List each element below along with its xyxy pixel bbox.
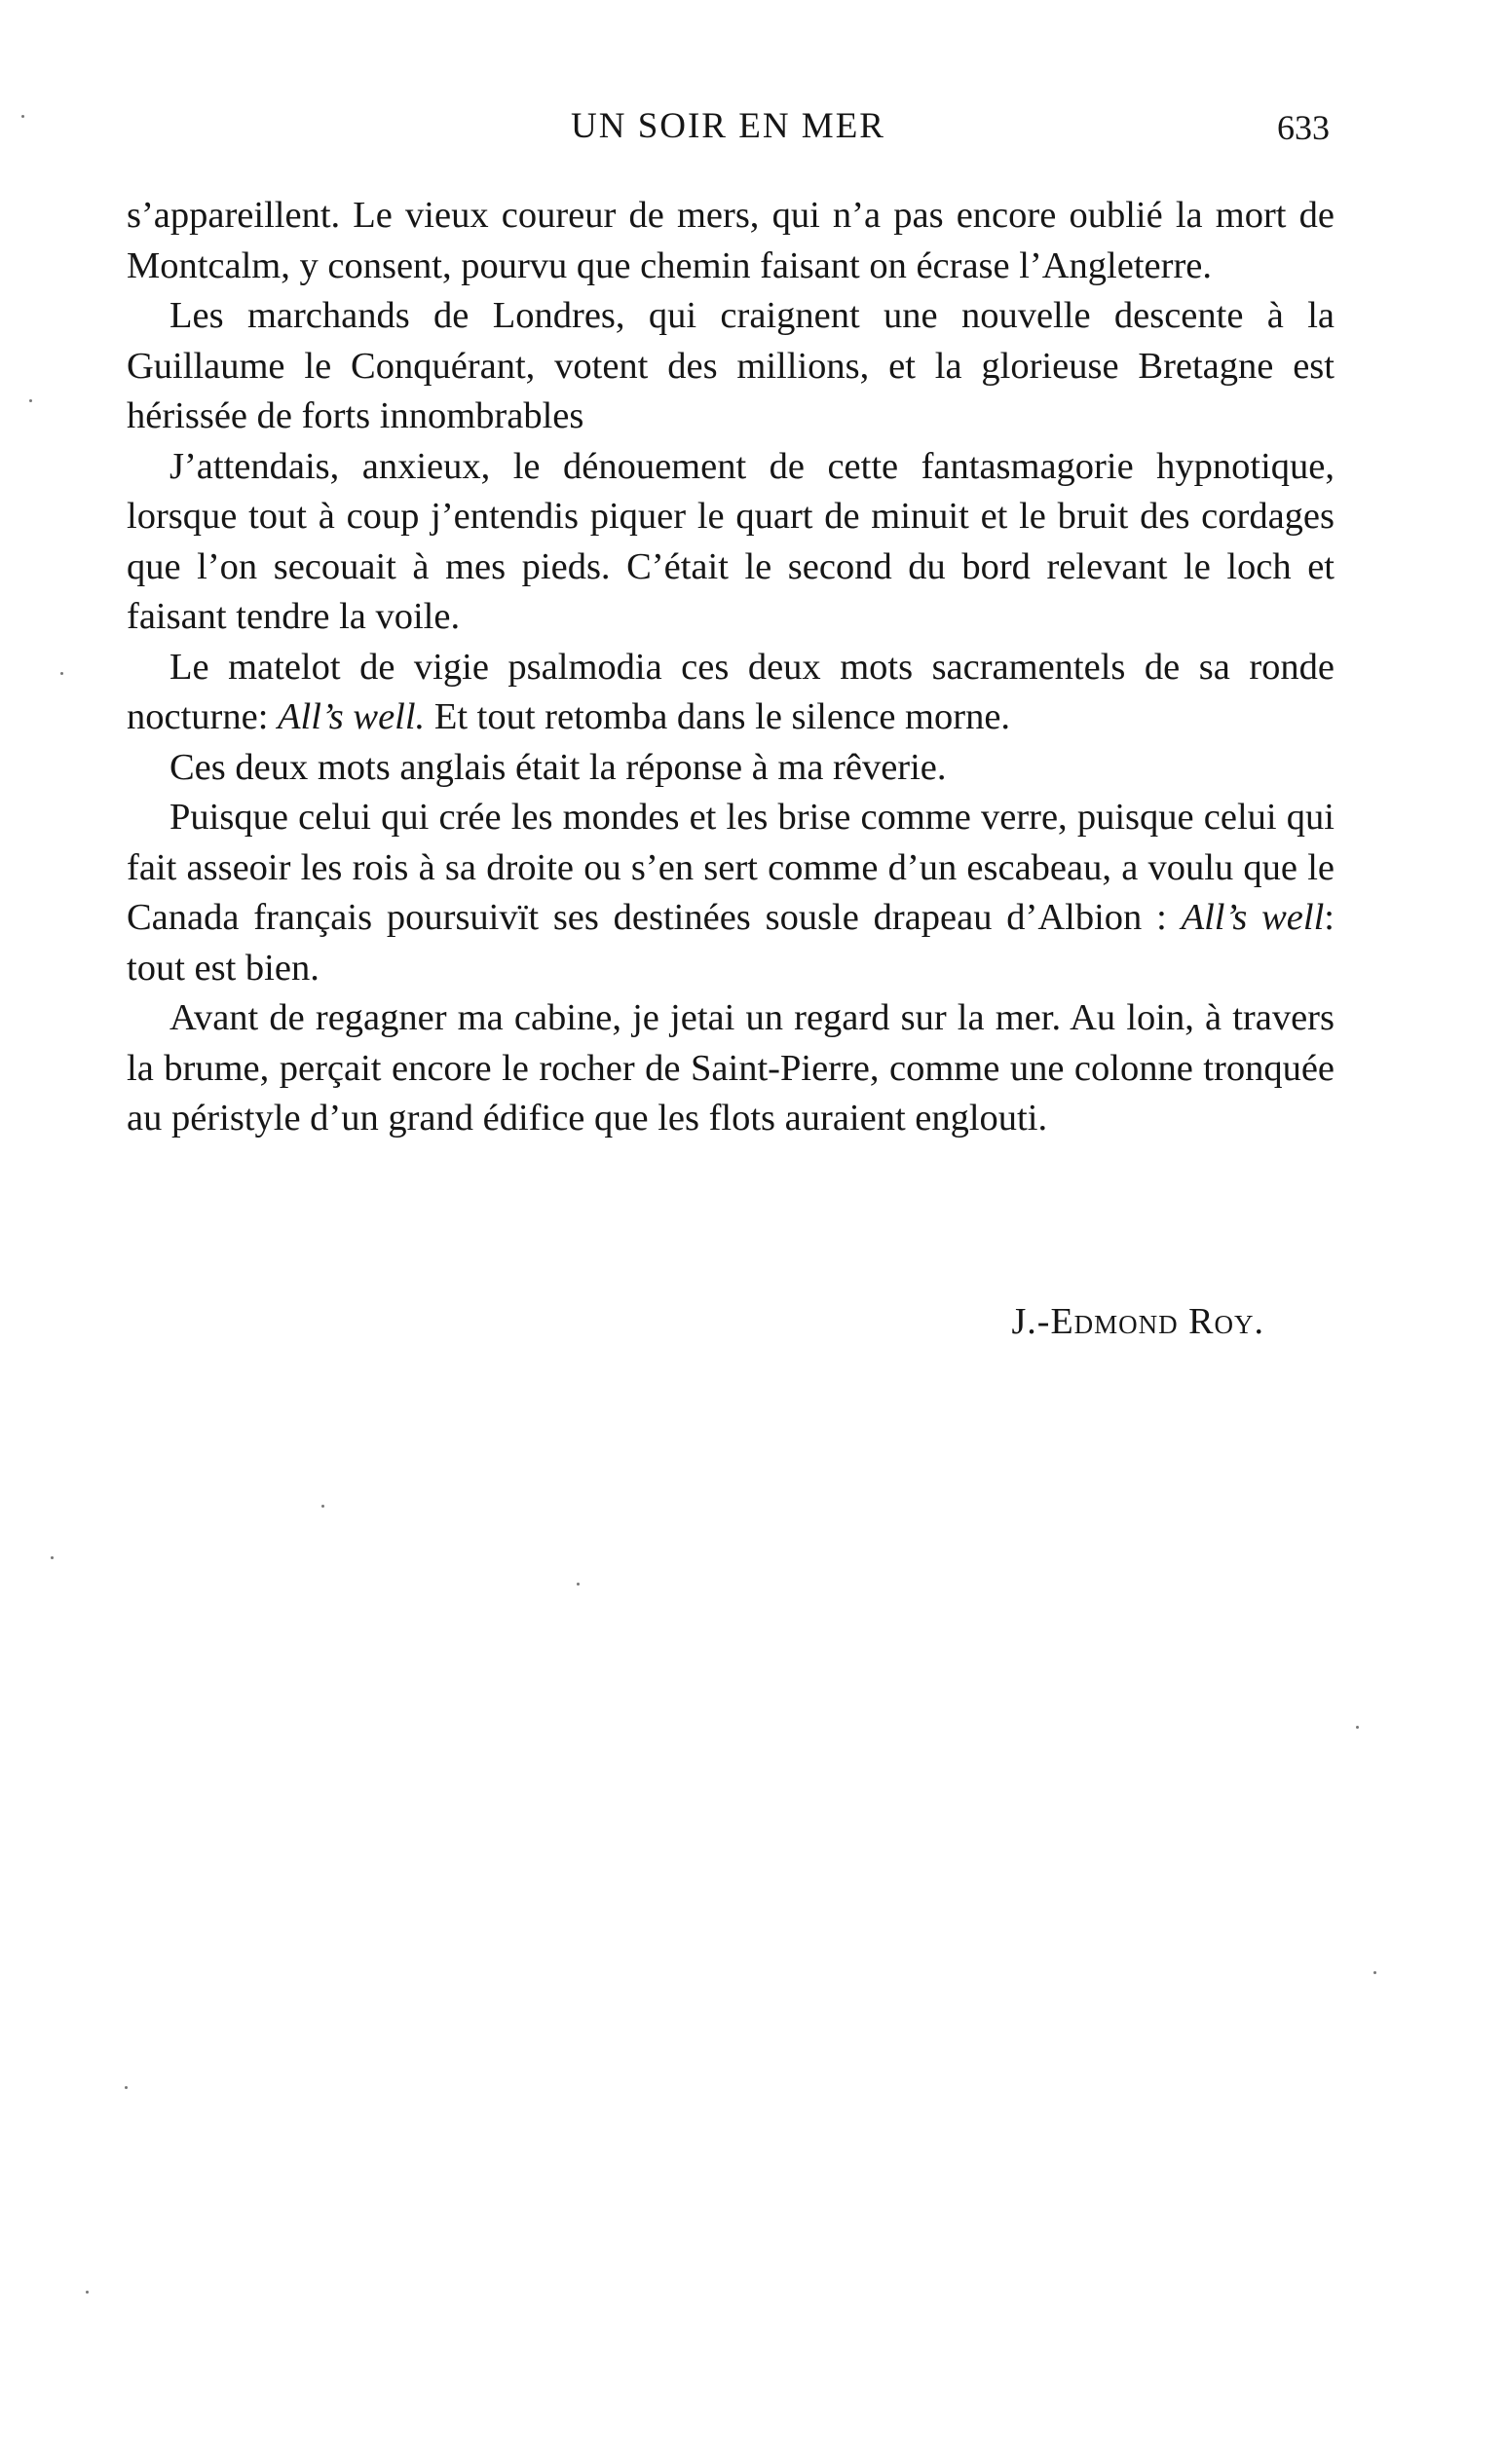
- paper-speck: [29, 399, 32, 402]
- page-number: 633: [1277, 108, 1330, 147]
- italic-phrase: All’s well: [1181, 897, 1325, 938]
- paragraph: [127, 291, 1335, 442]
- running-title: UN SOIR EN MER: [571, 106, 885, 146]
- text-run: s’appareillent. Le vieux coureur de mers, qui n’a pas encore oublié la mort de Montcalm, y consent, pourvu que chemin faisant on écrase l’Angleterre.: [127, 195, 1335, 286]
- paper-speck: [51, 1556, 54, 1559]
- text-run: J’attendais, anxieux, le dénouement de cette fantasmagorie hypnotique, lorsque tout à coup j’entendis piquer le quart de minuit et le bruit des cordages que l’on secouait à mes pieds. C’était le second du bord relevant le loch et faisant tendre la voile.: [127, 445, 1335, 637]
- body-text: [127, 191, 1335, 1144]
- paragraph: [127, 993, 1335, 1144]
- text-run: Et tout retomba dans le silence morne.: [425, 696, 1011, 737]
- paper-speck: [86, 2291, 89, 2294]
- paragraph: [127, 793, 1335, 993]
- paper-speck: [60, 672, 63, 675]
- paper-speck: [125, 2086, 128, 2089]
- text-run: Puisque celui qui crée les mondes et les brise comme verre, puisque celui qui fait asseoir les rois à sa droite ou s’en sert comme d’un escabeau, a voulu que le Canada français poursuivït ses destinées sousle drapeau d’Albion :: [127, 797, 1335, 938]
- paper-speck: [1356, 1726, 1359, 1729]
- author-signature: J.-Edmond Roy.: [1011, 1301, 1264, 1342]
- paper-speck: [321, 1505, 324, 1508]
- paper-speck: [577, 1583, 580, 1586]
- text-run: Ces deux mots anglais était la réponse à ma rêverie.: [169, 746, 947, 788]
- text-run: Les marchands de Londres, qui craignent une nouvelle descente à la Guillaume le Conquérant, votent des millions, et la glorieuse Bretagne est hérissée de forts innombrables: [127, 295, 1335, 436]
- paragraph: [127, 442, 1335, 643]
- running-head: [127, 105, 1330, 154]
- italic-phrase: All’s well.: [278, 696, 426, 737]
- paper-speck: [21, 115, 24, 118]
- paragraph: [127, 743, 1335, 794]
- text-run: Avant de regagner ma cabine, je jetai un regard sur la mer. Au loin, à travers la brume, perçait encore le rocher de Saint-Pierre, comme une colonne tronquée au péristyle d’un grand édifice que les flots auraient englouti.: [127, 997, 1335, 1139]
- text-run: : tout est bien.: [127, 897, 1335, 989]
- paragraph: [127, 191, 1335, 291]
- paper-speck: [1373, 1971, 1376, 1974]
- text-run: Le matelot de vigie psalmodia ces deux mots sacramentels de sa ronde nocturne:: [127, 646, 1335, 737]
- paragraph: [127, 643, 1335, 743]
